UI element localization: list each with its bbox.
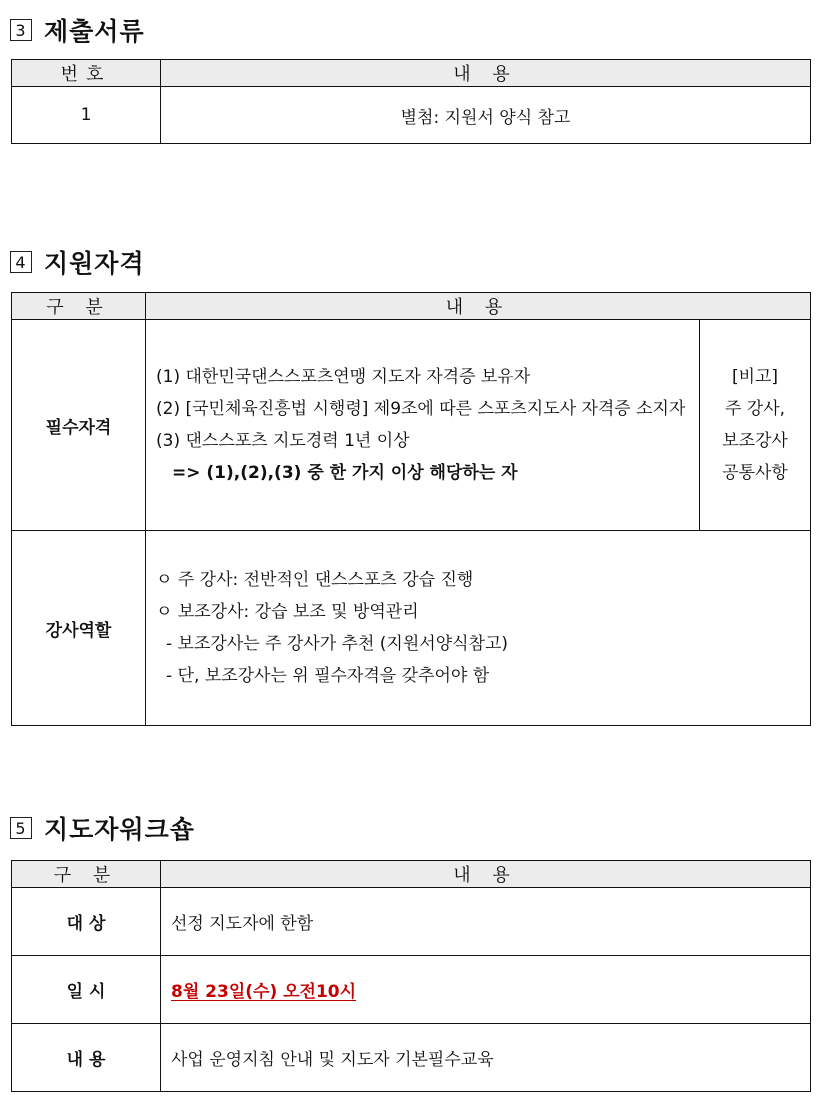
required-line-3: (3) 댄스스포츠 지도경력 1년 이상 <box>156 431 410 451</box>
required-content <box>146 320 700 531</box>
col-header-content: 내 용 <box>146 293 811 320</box>
table-row <box>12 888 811 956</box>
row-content-content: 사업 운영지침 안내 및 지도자 기본필수교육 <box>161 1024 811 1092</box>
section-title-workshop <box>10 810 195 846</box>
row-number: 1 <box>12 87 161 144</box>
datetime-value: 8월 23일(수) 오전10시 <box>171 982 357 1002</box>
row-label-datetime: 일 시 <box>12 956 161 1024</box>
section-title-qualifications <box>10 244 145 280</box>
table-row <box>12 956 811 1024</box>
role-line-3: - 보조강사는 주 강사가 추천 (지원서양식참고) <box>166 634 509 654</box>
workshop-table <box>11 860 811 1092</box>
role-label: 강사역할 <box>12 531 146 726</box>
section-number: 5 <box>10 817 32 839</box>
role-line-1: ㅇ 주 강사: 전반적인 댄스스포츠 강습 진행 <box>156 570 474 590</box>
required-note <box>700 320 811 531</box>
qualifications-table <box>11 292 811 726</box>
section-number: 4 <box>10 251 32 273</box>
role-line-2: ㅇ 보조강사: 강습 보조 및 방역관리 <box>156 602 419 622</box>
row-content-target: 선정 지도자에 한함 <box>161 888 811 956</box>
col-header-number: 번호 <box>12 60 161 87</box>
note-line: 주 강사, <box>724 399 786 419</box>
row-content-datetime <box>161 956 811 1024</box>
table-row <box>12 87 811 144</box>
section-title-documents <box>10 12 145 48</box>
documents-table <box>11 59 811 144</box>
required-line-1: (1) 대한민국댄스스포츠연맹 지도자 자격증 보유자 <box>156 367 531 387</box>
section-heading: 지도자워크숍 <box>44 815 195 844</box>
table-row <box>12 1024 811 1092</box>
col-header-content: 내 용 <box>161 861 811 888</box>
required-label: 필수자격 <box>12 320 146 531</box>
row-label-target: 대 상 <box>12 888 161 956</box>
col-header-content: 내 용 <box>161 60 811 87</box>
role-content <box>146 531 811 726</box>
section-heading: 지원자격 <box>44 249 145 278</box>
section-number: 3 <box>10 19 32 41</box>
required-line-2: (2) [국민체육진흥법 시행령] 제9조에 따른 스포츠지도사 자격증 소지자 <box>156 399 686 419</box>
note-line: [비고] <box>731 367 779 387</box>
table-row-role <box>12 531 811 726</box>
row-content: 별첨: 지원서 양식 참고 <box>161 87 811 144</box>
row-label-content: 내 용 <box>12 1024 161 1092</box>
note-line: 보조강사 <box>722 431 788 451</box>
required-line-summary: => (1),(2),(3) 중 한 가지 이상 해당하는 자 <box>172 463 518 483</box>
col-header-category: 구 분 <box>12 861 161 888</box>
col-header-category: 구 분 <box>12 293 146 320</box>
role-line-4: - 단, 보조강사는 위 필수자격을 갖추어야 함 <box>166 666 490 686</box>
note-line: 공통사항 <box>722 463 788 483</box>
table-row-required <box>12 320 811 531</box>
section-heading: 제출서류 <box>44 17 145 46</box>
